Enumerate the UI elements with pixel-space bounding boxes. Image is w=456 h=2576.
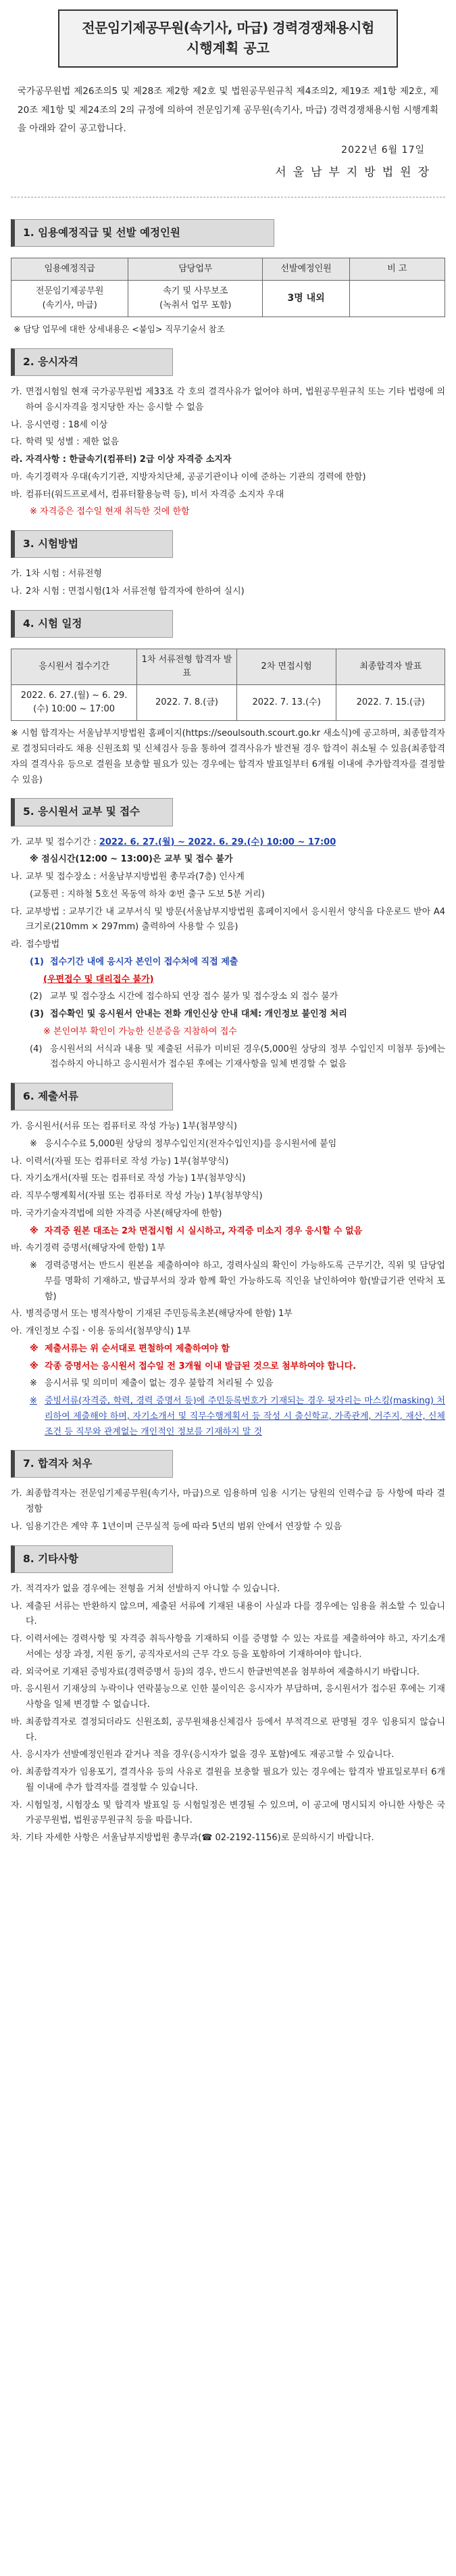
list-item	[11, 1632, 445, 1663]
item-marker: 다.	[11, 1173, 22, 1184]
item-marker: 다.	[11, 906, 22, 917]
note-text: ※ 시험 합격자는 서울남부지방법원 홈페이지(https://seoulsouth.scourt.go.kr 새소식)에 공고하며, 최종합격자로 결정되더라도 채용 신원조회 및 신체검사 등을 통하여 결격사유가 발견될 경우 합격이 취소될 수 있음(최종합격자의 결격사유 등으로 결원을 보충할 필요가 있는 경우에는 합격자 발표일부터 6개월 이내에 추가합격자를 결정할 수 있음)	[11, 728, 445, 785]
item-text: 속기경력 증명서(해당자에 한함) 1부	[26, 1243, 166, 1254]
list-item	[11, 937, 445, 953]
list-item	[11, 1307, 445, 1322]
list-item	[11, 1359, 445, 1375]
item-marker: 바.	[11, 1243, 22, 1254]
item-marker: 사.	[11, 1309, 22, 1319]
item-marker: 다.	[11, 437, 22, 448]
item-marker: (1)	[30, 956, 44, 967]
traffic-text: (교통편 : 지하철 5호선 목동역 하차 ②번 출구 도보 5분 거리)	[30, 889, 265, 899]
sub-item	[11, 1042, 445, 1073]
item-text: 자격사항 : 한글속기(컴퓨터) 2급 이상 자격증 소지자	[26, 454, 232, 465]
section-3-heading: 3. 시험방법	[11, 530, 173, 558]
list-item	[11, 835, 445, 851]
item-marker: 라.	[11, 1666, 22, 1677]
title-line-2: 시행계획 공고	[186, 40, 270, 56]
schedule-note	[11, 726, 445, 788]
item-text: 응시서류 및 의미미 제출이 없는 경우 불합격 처리될 수 있음	[45, 1378, 274, 1389]
item-text: 각종 증명서는 응시원서 접수일 전 3개월 이내 발급된 것으로 첨부하여야 합니다.	[45, 1361, 357, 1372]
item-marker: 라.	[11, 454, 23, 465]
table-header: 응시원서 접수기간	[11, 649, 137, 684]
item-marker: 바.	[11, 489, 22, 500]
table-cell	[128, 281, 263, 317]
table-cell: 2022. 7. 8.(금)	[137, 685, 237, 721]
item-text	[26, 835, 445, 851]
list-item	[11, 870, 445, 885]
table-row	[11, 685, 445, 721]
list-item	[11, 584, 445, 600]
item-text: 외국어로 기재된 증빙자료(경력증명서 등)의 경우, 반드시 한글번역본을 첨부하여 제출하시기 바랍니다.	[26, 1666, 420, 1677]
item-text: 교부방법 : 교부기간 내 교부서식 및 방문(서울남부지방법원 홈페이지에서 응시원서 양식을 다운로드 받아 A4크기로(210mm × 297mm) 출력하여 사용할 수 있음)	[26, 906, 445, 933]
item-text: 1차 시험 : 서류전형	[26, 569, 102, 580]
item-text: 응시자가 선발예정인원과 같거나 적을 경우(응시자가 없을 경우 포함)에도 재공고할 수 있습니다.	[26, 1750, 395, 1760]
list-item	[11, 1137, 445, 1152]
item-text: 제출서류는 위 순서대로 편철하여 제출하여야 함	[45, 1343, 230, 1354]
item-marker: 가.	[11, 387, 22, 398]
item-marker: ※	[30, 1225, 39, 1236]
sub-item	[11, 955, 445, 970]
duty-footnote: ※ 담당 업무에 대한 상세내용은 <붙임> 직무기술서 참조	[14, 323, 225, 334]
list-item	[11, 385, 445, 416]
item-text: 자격증 원본 대조는 2차 면접시험 시 실시하고, 자격증 미소지 경우 응시할 수 없음	[45, 1225, 363, 1236]
item-marker: ※	[30, 1343, 39, 1354]
table-header-row	[11, 258, 445, 281]
list-item	[11, 567, 445, 582]
note-text: (우편접수 및 대리접수 불가)	[43, 974, 154, 985]
section-8-heading: 8. 기타사항	[11, 1545, 173, 1573]
item-marker: 라.	[11, 1191, 22, 1202]
item-marker: ※	[30, 1361, 39, 1372]
table-cell: 2022. 6. 27.(월) ~ 6. 29.(수) 10:00 ~ 17:00	[11, 685, 137, 721]
item-text: 최종합격자가 임용포기, 결격사유 등의 사유로 결원을 보충할 필요가 있는 경우에는 합격자 발표일로부터 6개월 이내에 추가 합격자를 결정할 수 있습니다.	[26, 1767, 445, 1793]
item-marker: 가.	[11, 1121, 22, 1132]
notice-signer: 서울남부지방법원장	[275, 165, 436, 179]
sub-item	[11, 1007, 445, 1023]
list-item	[11, 470, 445, 486]
item-marker: (3)	[30, 1009, 44, 1019]
item-marker: 자.	[11, 1800, 22, 1810]
section-1-heading: 1. 임용예정직급 및 선발 예정인원	[11, 219, 274, 247]
list-item	[11, 1831, 445, 1846]
item-text: 면접시험일 현재 국가공무원법 제33조 각 호의 결격사유가 없어야 하며, 법원공무원규칙 또는 기타 법령에 의하여 응시자격을 정지당한 자는 응시할 수 없음	[26, 387, 445, 413]
item-text: 응시수수료 5,000원 상당의 정부수입인지(전자수입인지)를 응시원서에 붙임	[45, 1138, 337, 1149]
item-text: 학력 및 성별 : 제한 없음	[26, 437, 120, 448]
traffic-note	[11, 887, 445, 903]
item-text: 접수방법	[26, 939, 60, 950]
table-cell-count: 3명 내외	[263, 281, 349, 317]
item-marker: 나.	[11, 872, 22, 882]
table-header: 선발예정인원	[263, 258, 349, 281]
item-text: 개인정보 수집ㆍ이용 동의서(첨부양식) 1부	[26, 1326, 191, 1337]
item-marker: 라.	[11, 939, 22, 950]
table-header: 최종합격자 발표	[336, 649, 445, 684]
item-marker: (4)	[30, 1044, 43, 1054]
list-item	[11, 1171, 445, 1187]
warning-text: ※ 자격증은 접수일 현재 취득한 것에 한함	[30, 507, 190, 517]
position-table	[11, 258, 445, 317]
table-header: 1차 서류전형 합격자 발표	[137, 649, 237, 684]
grade-line: 전문임기제공무원	[35, 286, 104, 297]
item-marker: 나.	[11, 1521, 22, 1532]
item-marker: 마.	[11, 1208, 22, 1219]
item-text: 이력서(자필 또는 컴퓨터로 작성 가능) 1부(첨부양식)	[26, 1156, 229, 1167]
sub-note	[11, 1025, 445, 1040]
misc-list	[11, 1582, 445, 1846]
list-item	[11, 1224, 445, 1240]
item-text: 자기소개서(자필 또는 컴퓨터로 작성 가능) 1부(첨부양식)	[26, 1173, 246, 1184]
item-text: 제출된 서류는 반환하지 않으며, 제출된 서류에 기재된 내용이 사실과 다를 경우에는 임용을 취소할 수 있습니다.	[26, 1601, 445, 1627]
section-4-heading: 4. 시험 일정	[11, 610, 173, 638]
item-marker: ※	[30, 1138, 37, 1149]
list-item	[11, 1259, 445, 1305]
list-item	[11, 1376, 445, 1392]
list-item	[11, 1748, 445, 1763]
item-marker: 마.	[11, 1684, 22, 1695]
item-text: 병적증명서 또는 병적사항이 기재된 주민등록초본(해당자에 한함) 1부	[26, 1309, 293, 1319]
item-text: 응시원서 기재상의 누락이나 연락불능으로 인한 불이익은 응시자가 부담하며, 응시원서가 접수된 후에는 기재사항을 일체 변경할 수 없습니다.	[26, 1684, 445, 1710]
sub-note	[11, 973, 445, 988]
table-cell: 2022. 7. 15.(금)	[336, 685, 445, 721]
item-text: 컴퓨터(워드프로세서, 컴퓨터활용능력 등), 비서 자격증 소지자 우대	[26, 489, 284, 500]
list-item	[11, 1798, 445, 1829]
list-item	[11, 1241, 445, 1257]
list-item	[11, 905, 445, 936]
item-marker: 나.	[11, 1156, 22, 1167]
list-item	[11, 1189, 445, 1204]
table-header-row	[11, 649, 445, 684]
table-header: 담당업무	[128, 258, 263, 281]
item-text: 2차 시험 : 면접시험(1차 서류전형 합격자에 한하여 실시)	[26, 586, 245, 596]
table-header: 비 고	[349, 258, 445, 281]
item-text: 국가기술자격법에 의한 자격증 사본(해당자에 한함)	[26, 1208, 222, 1219]
list-item	[11, 1324, 445, 1340]
duty-line: (녹취서 업무 포함)	[159, 300, 232, 310]
item-marker: 아.	[11, 1767, 22, 1778]
section-5-heading: 5. 응시원서 교부 및 접수	[11, 798, 173, 826]
item-marker: 차.	[11, 1833, 22, 1844]
sub-item	[11, 989, 445, 1005]
item-marker: 가.	[11, 1489, 22, 1499]
item-marker: 마.	[11, 471, 22, 482]
item-text: 응시원서의 서식과 내용 및 제출된 서류가 미비된 경우(5,000원 상당의 정부 수입인지 미첨부 등)에는 접수하지 아니하고 응시원서가 접수된 후에는 기재사항을 일체 변경할 수 없음	[50, 1044, 445, 1070]
certificate-warning	[11, 505, 445, 520]
list-item	[11, 1119, 445, 1135]
list-item	[11, 1665, 445, 1681]
list-item	[11, 488, 445, 503]
documents-list	[11, 1119, 445, 1440]
item-text: 응시연령 : 18세 이상	[26, 419, 108, 430]
section-7-heading: 7. 합격자 처우	[11, 1450, 173, 1478]
item-marker: ※	[30, 1396, 37, 1407]
item-text: 최종합격자는 전문임기제공무원(속기사, 마급)으로 임용하며 임용 시기는 당원의 인력수급 등 사항에 따라 결정함	[26, 1489, 445, 1515]
item-text: 이력서에는 경력사항 및 자격증 취득사항을 기재하되 이를 증명할 수 있는 자료를 제출하여야 하고, 자기소개서에는 성장 과정, 지원 동기, 공직자로서의 근무 각오 등을 포함하여 기재하여야 합니다.	[26, 1634, 445, 1660]
list-item	[11, 1394, 445, 1440]
duty-line: 속기 및 사무보조	[163, 286, 228, 297]
period-label: 교부 및 접수기간 :	[26, 837, 99, 847]
list-item	[11, 1599, 445, 1631]
table-header: 임용예정직급	[11, 258, 128, 281]
item-marker: 가.	[11, 569, 22, 580]
item-marker: ※	[30, 1378, 37, 1389]
table-header: 2차 면접시험	[236, 649, 336, 684]
item-marker: 나.	[11, 586, 22, 596]
item-marker: 사.	[11, 1750, 22, 1760]
item-text: 응시원서(서류 또는 컴퓨터로 작성 가능) 1부(첨부양식)	[26, 1121, 237, 1132]
item-marker: 가.	[11, 1583, 22, 1594]
item-marker: 가.	[11, 837, 22, 847]
lunch-note	[11, 852, 445, 868]
item-text: 접수기간 내에 응시자 본인이 접수처에 직접 제출	[50, 956, 238, 967]
item-text: 적격자가 없을 경우에는 전형을 거쳐 선발하지 아니할 수 있습니다.	[26, 1583, 280, 1594]
list-item	[11, 1154, 445, 1170]
item-text: 증빙서류(자격증, 학력, 경력 증명서 등)에 주민등록번호가 기재되는 경우 뒷자리는 마스킹(masking) 처리하여 제출해야 하며, 자기소개서 및 직무수행계획서 등 작성 시 출신학교, 가족관계, 거주지, 재산, 신체조건 등 직무와 관계없는 개인적인 정보를 기재하지 말 것	[45, 1396, 445, 1437]
table-cell: 2022. 7. 13.(수)	[236, 685, 336, 721]
item-text: 기타 자세한 사항은 서울남부지방법원 총무과(☎ 02-2192-1156)로 문의하시기 바랍니다.	[26, 1833, 374, 1844]
item-text: 시험일정, 시험장소 및 합격자 발표일 등 시험일정은 변경될 수 있으며, 이 공고에 명시되지 아니한 사항은 국가공무원법, 법원공무원규칙 등을 따릅니다.	[26, 1800, 445, 1826]
grade-line: (속기사, 마급)	[42, 300, 97, 310]
list-item	[11, 1582, 445, 1597]
schedule-table	[11, 649, 445, 722]
item-marker: 나.	[11, 419, 22, 430]
list-item	[11, 1715, 445, 1746]
item-marker: ※	[30, 1261, 37, 1271]
item-text: 임용기간은 계약 후 1년이며 근무실적 등에 따라 5년의 범위 안에서 연장할 수 있음	[26, 1521, 342, 1532]
list-item	[11, 1207, 445, 1222]
title-line-1: 전문임기제공무원(속기사, 마급) 경력경쟁채용시험	[82, 20, 374, 36]
item-text: 속기경력자 우대(속기기관, 지방자치단체, 공공기관이나 이에 준하는 기관의 경력에 한함)	[26, 471, 366, 482]
list-item	[11, 418, 445, 434]
item-text: 직무수행계획서(자필 또는 컴퓨터로 작성 가능) 1부(첨부양식)	[26, 1191, 263, 1202]
list-item	[11, 1342, 445, 1357]
title-box	[58, 9, 398, 68]
item-marker: 다.	[11, 1634, 22, 1645]
item-marker: 나.	[11, 1601, 22, 1612]
section-6-heading: 6. 제출서류	[11, 1083, 173, 1110]
intro-paragraph: 국가공무원법 제26조의5 및 제28조 제2항 제2호 및 법원공무원규칙 제4조의2, 제19조 제1항 제2호, 제20조 제1항 및 제24조의 2의 규정에 의하여 전문임기제 공무원(속기사, 마급) 경력경쟁채용시험 시행계획을 아래와 같이 공고합니다.	[18, 86, 438, 135]
list-item	[11, 1682, 445, 1713]
item-text: 최종합격자로 결정되더라도 신원조회, 공무원채용신체검사 등에서 부적격으로 판명될 경우 임용되지 않습니다.	[26, 1716, 445, 1743]
list-item	[11, 452, 445, 468]
lunch-text: ※ 점심시간(12:00 ~ 13:00)은 교부 및 접수 불가	[30, 854, 233, 865]
table-cell-note	[349, 281, 445, 317]
item-marker: 아.	[11, 1326, 22, 1337]
item-marker: 바.	[11, 1716, 22, 1727]
item-text: 교부 및 접수장소 시간에 접수하되 연장 접수 불가 및 접수장소 외 접수 불가	[50, 991, 338, 1002]
item-marker: (2)	[30, 991, 43, 1002]
table-cell	[11, 281, 128, 317]
notice-date: 2022년 6월 17일	[341, 145, 425, 156]
item-text: 접수확인 및 응시원서 안내는 전화 개인신상 안내 대체: 개인정보 불인정 처리	[50, 1009, 347, 1019]
item-text: 교부 및 접수장소 : 서울남부지방법원 총무과(7층) 인사계	[26, 872, 245, 882]
table-row	[11, 281, 445, 317]
note-text: ※ 본인여부 확인이 가능한 신분증을 지참하여 접수	[43, 1026, 237, 1037]
period-value: 2022. 6. 27.(월) ~ 2022. 6. 29.(수) 10:00 ~ 17:00	[99, 837, 336, 847]
list-item	[11, 1486, 445, 1518]
section-2-heading: 2. 응시자격	[11, 348, 173, 376]
item-text: 경력증명서는 반드시 원본을 제출하여야 하고, 경력사실의 확인이 가능하도록 근무기간, 직위 및 담당업무를 명확히 기재하고, 발급부서의 장과 함께 확인 가능하도록 직인을 날인하여야 함(발급기관 연락처 포함)	[45, 1261, 445, 1302]
list-item	[11, 1765, 445, 1796]
list-item	[11, 435, 445, 450]
list-item	[11, 1520, 445, 1535]
